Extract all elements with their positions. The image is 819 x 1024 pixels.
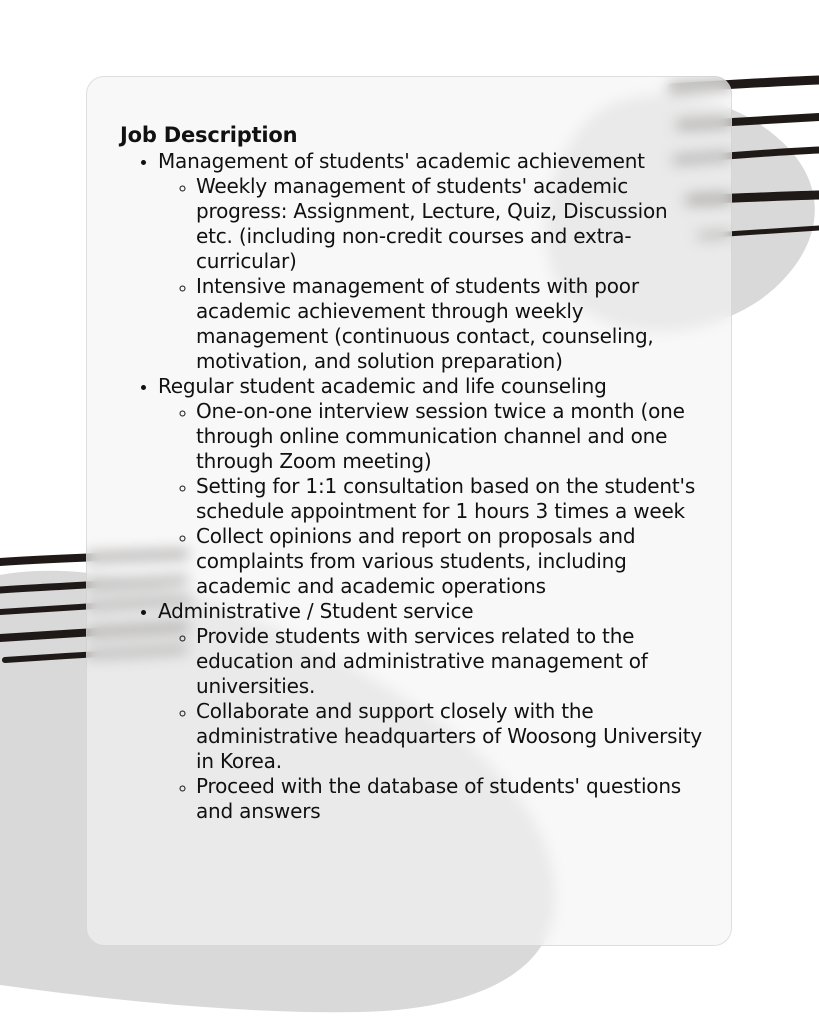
section-list bbox=[120, 149, 710, 824]
list-item: ◦ Collaborate and support closely with the administrative headquarters of Woosong University in Korea. bbox=[196, 699, 710, 774]
list-item: ◦ Setting for 1:1 consultation based on the student's schedule appointment for 1 hours 3 times a week bbox=[196, 474, 710, 524]
list-item: ◦ Collect opinions and report on proposals and complaints from various students, including academic and academic operations bbox=[196, 524, 710, 599]
list-item: ◦ One-on-one interview session twice a month (one through online communication channel and one through Zoom meeting) bbox=[196, 399, 710, 474]
page-title: Job Description bbox=[120, 123, 298, 147]
section-administrative bbox=[158, 599, 710, 824]
list-item: ◦ Intensive management of students with poor academic achievement through weekly management (continuous contact, counseling, motivation, and solution preparation) bbox=[196, 274, 710, 374]
sub-list bbox=[158, 174, 710, 374]
section-heading: Administrative / Student service bbox=[158, 599, 474, 623]
list-item: ◦ Weekly management of students' academic progress: Assignment, Lecture, Quiz, Discussion etc. (including non-credit courses and extra-curricular) bbox=[196, 174, 710, 274]
sub-list bbox=[158, 399, 710, 599]
section-heading: Regular student academic and life counseling bbox=[158, 374, 607, 398]
list-item: ◦ Provide students with services related to the education and administrative management of universities. bbox=[196, 624, 710, 699]
section-academic-achievement bbox=[158, 149, 710, 374]
sub-list bbox=[158, 624, 710, 824]
list-item: ◦ Proceed with the database of students' questions and answers bbox=[196, 774, 710, 824]
section-heading: Management of students' academic achievement bbox=[158, 149, 645, 173]
section-counseling bbox=[158, 374, 710, 599]
job-description-content bbox=[120, 122, 710, 824]
